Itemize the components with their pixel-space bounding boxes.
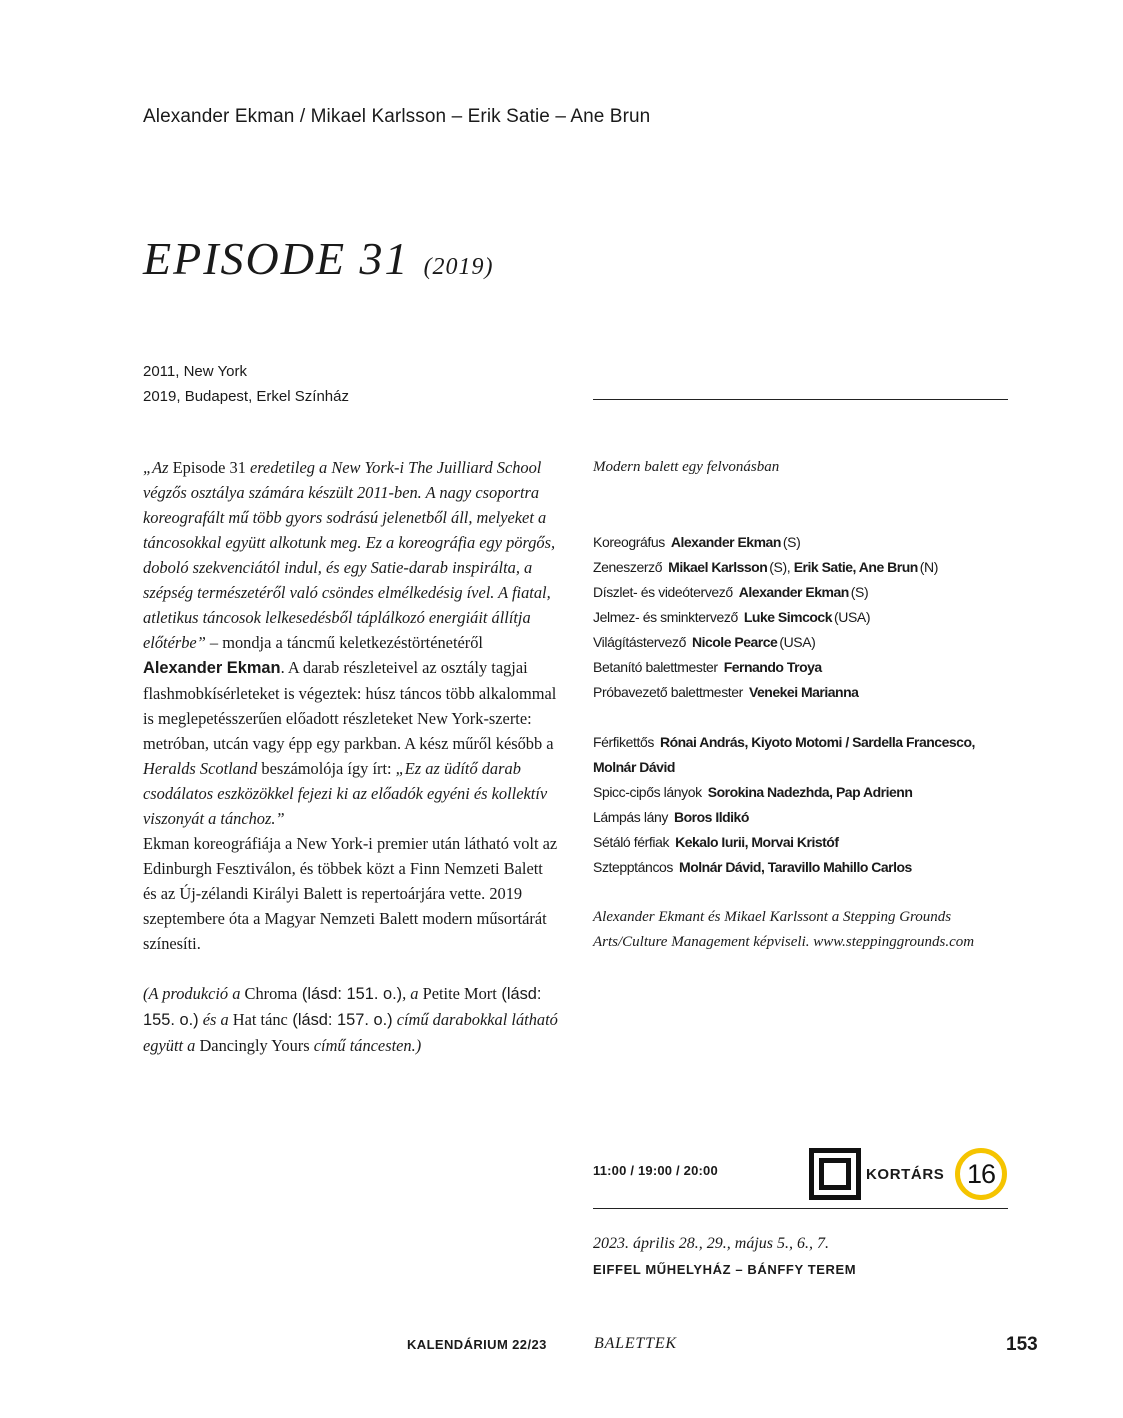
- crew-row: Próbavezető balettmester Venekei Marianna: [593, 684, 859, 700]
- info-column: [593, 455, 1013, 955]
- cast-row: Férfikettős Rónai András, Kiyoto Motomi / Sardella Francesco, Molnár Dávid: [593, 734, 975, 775]
- description-paragraph: „Az Episode 31 eredetileg a New York-i The Juilliard School végzős osztálya számára készült 2011-ben. A nagy csoportra koreografált mű több gyors sodrású jelenetből áll, melyeket a táncosokkal együtt alkotunk meg. Ez a koreográfia egy pörgős, doboló szekvenciától indul, és egy Satie-darab inspirálta, a szépség természetéről való csöndes elmélkedésig ível. A fiatal, atletikus táncosok lelkesedésből táplálkozó energiáit állítja előtérbe” – mondja a táncmű keletkezéstörténetéről Alexander Ekman. A darab részleteivel az osztály tagjai flashmobkísérleteket is végeztek: húsz táncos több alkalommal is meglepetésszerűen előadott részleteket New York-szerte: metróban, utcán vagy épp egy parkban. A kész műről később a Heralds Scotland beszámolója így írt: „Ez az üdítő darab csodálatos eszközökkel fejezi ki az előadók egyéni és kollektív viszonyát a tánchoz.”: [143, 458, 557, 828]
- crew-row: Jelmez- és sminktervező Luke Simcock (USA): [593, 609, 871, 625]
- premiere-list: [143, 359, 349, 409]
- premiere-item: 2011, New York: [143, 363, 247, 380]
- page-title: [143, 232, 494, 285]
- description-paragraph: Ekman koreográfiája a New York-i premier után látható volt az Edinburgh Fesztiválon, és többek közt a Finn Nemzeti Balett és az Új-zélandi Királyi Balett is repertoárjára vette. 2019 szeptembere óta a Magyar Nemzeti Balett modern műsortárát színesíti.: [143, 834, 558, 953]
- performance-dates: 2023. április 28., 29., május 5., 6., 7.: [593, 1235, 830, 1252]
- footer-magazine: KALENDÁRIUM 22/23: [407, 1337, 547, 1352]
- cast-row: Sztepptáncos Molnár Dávid, Taravillo Mahillo Carlos: [593, 859, 912, 875]
- title-year: (2019): [423, 254, 494, 280]
- title-main: EPISODE 31: [143, 233, 410, 284]
- crew-row: Koreográfus Alexander Ekman (S): [593, 534, 801, 550]
- crew-row: Betanító balettmester Fernando Troya: [593, 659, 822, 675]
- premiere-item: 2019, Budapest, Erkel Színház: [143, 388, 349, 405]
- author-name: Alexander Ekman: [143, 659, 281, 677]
- agency-note: Alexander Ekmant és Mikael Karlssont a Stepping Grounds Arts/Culture Management képviseli. www.steppinggrounds.com: [593, 909, 975, 950]
- venue: EIFFEL MŰHELYHÁZ – BÁNFFY TEREM: [593, 1262, 857, 1277]
- cast-row: Spicc-cipős lányok Sorokina Nadezhda, Pap Adrienn: [593, 784, 913, 800]
- page-number: 153: [1006, 1334, 1038, 1355]
- footer-section: BALETTEK: [594, 1335, 677, 1352]
- crew-list: [593, 530, 1013, 880]
- divider: [593, 399, 1008, 400]
- crew-row: Világítástervező Nicole Pearce (USA): [593, 634, 816, 650]
- description: [143, 455, 559, 1058]
- subtitle: Modern balett egy felvonásban: [593, 459, 780, 475]
- crew-row: Díszlet- és videótervező Alexander Ekman (S): [593, 584, 869, 600]
- credits-line: Alexander Ekman / Mikael Karlsson – Erik Satie – Ane Brun: [143, 106, 651, 127]
- cast-list: [593, 730, 1013, 880]
- crew-row: Zeneszerző Mikael Karlsson (S), Erik Satie, Ane Brun (N): [593, 559, 939, 575]
- age-rating-badge: 16: [955, 1148, 1007, 1200]
- cast-row: Lámpás lány Boros Ildikó: [593, 809, 749, 825]
- showtimes: 11:00 / 19:00 / 20:00: [593, 1163, 718, 1178]
- square-logo-icon: [809, 1148, 861, 1200]
- category-label: KORTÁRS: [866, 1166, 945, 1183]
- production-note: (A produkció a Chroma (lásd: 151. o.), a Petite Mort (lásd: 155. o.) és a Hat tánc (lásd: 157. o.) című darabokkal látható együtt a Dancingly Yours című táncesten.): [143, 984, 558, 1055]
- divider: [593, 1208, 1008, 1209]
- cast-row: Sétáló férfiak Kekalo Iurii, Morvai Kristóf: [593, 834, 839, 850]
